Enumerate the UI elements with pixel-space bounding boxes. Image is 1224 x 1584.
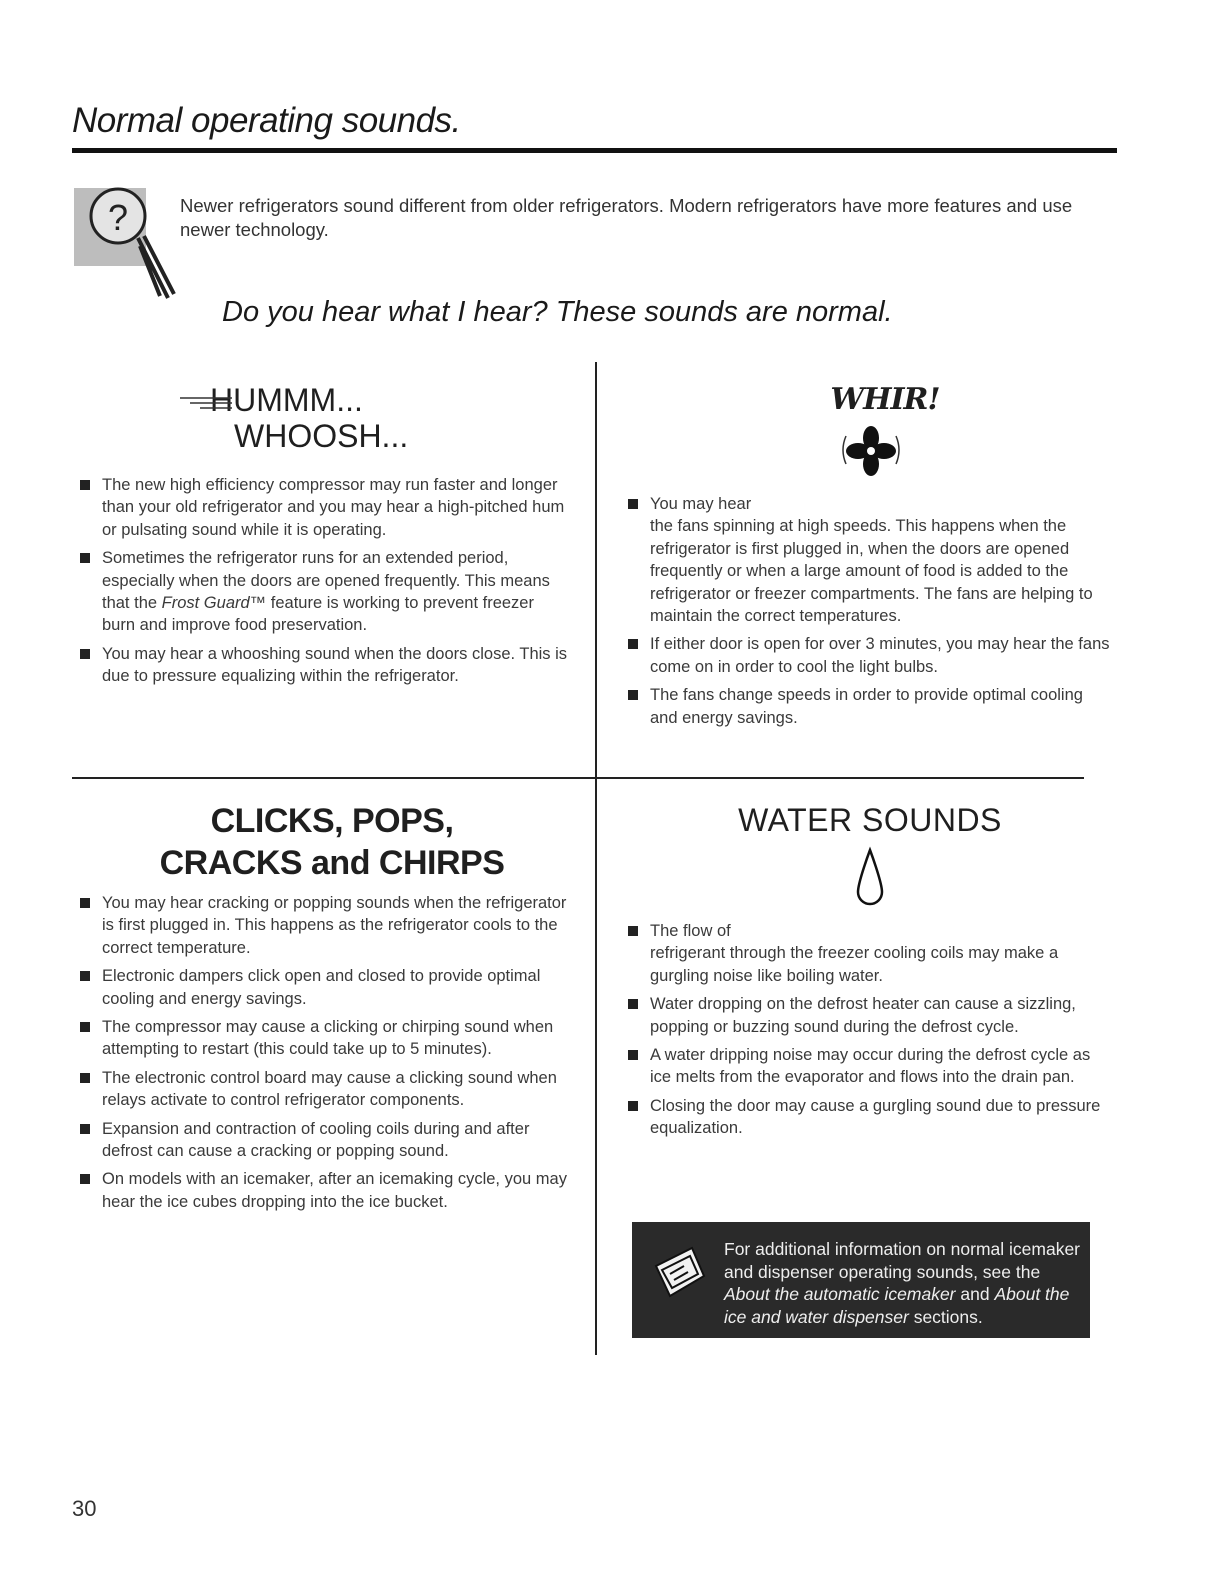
- page-title: Normal operating sounds.: [72, 100, 1117, 153]
- page-number: 30: [72, 1496, 97, 1521]
- whir-heading: WHIR!: [830, 382, 940, 417]
- svg-text:?: ?: [107, 197, 129, 238]
- water-sounds-heading: WATER SOUNDS: [738, 802, 1002, 838]
- hum-list: [70, 474, 570, 694]
- list-item: [70, 547, 570, 637]
- info-text-part: sections.: [908, 1306, 983, 1327]
- info-text-part: and: [955, 1284, 995, 1304]
- list-item: On models with an icemaker, after an icemaking cycle, you may hear the ice cubes dropping into the ice bucket.: [70, 1168, 570, 1213]
- info-text: [724, 1238, 1084, 1328]
- fan-icon: [838, 420, 904, 480]
- list-item: You may hear cracking or popping sounds when the refrigerator is first plugged in. This happens as the refrigerator cools to the correct temperature.: [70, 892, 570, 959]
- item-text: refrigerant through the freezer cooling coils may make a gurgling noise like boiling water.: [650, 944, 1059, 985]
- item-text: feature is working to prevent freezer burn and improve food preservation.: [102, 594, 534, 635]
- ice-bucket-icon: [642, 1236, 714, 1312]
- item-text: The flow of: [650, 922, 731, 940]
- dispenser-section-ref: About the ice and water dispenser: [724, 1284, 1070, 1327]
- intro-text: Newer refrigerators sound different from older refrigerators. Modern refrigerators have more features and use newer technology.: [180, 195, 1073, 240]
- hum-whoosh-heading: [170, 382, 430, 454]
- info-box: [632, 1222, 1090, 1338]
- column-divider: [595, 362, 597, 1355]
- list-item: The new high efficiency compressor may run faster and longer than your old refrigerator and you may hear a high-pitched hum or pulsating sound while it is operating.: [70, 474, 570, 541]
- list-item: The compressor may cause a clicking or chirping sound when attempting to restart (this could take up to 5 minutes).: [70, 1016, 570, 1061]
- list-item: You may hear a whooshing sound when the doors close. This is due to pressure equalizing within the refrigerator.: [70, 643, 570, 688]
- list-item: The electronic control board may cause a clicking sound when relays activate to control refrigerator components.: [70, 1067, 570, 1112]
- whir-list: [618, 493, 1113, 735]
- hum-heading-line1: HUMMM...: [210, 382, 363, 418]
- item-text: You may hear: [650, 495, 752, 513]
- water-drop-icon: [854, 846, 886, 910]
- list-item: [618, 920, 1113, 987]
- list-item: Electronic dampers click open and closed to provide optimal cooling and energy savings.: [70, 965, 570, 1010]
- clicks-list: [70, 892, 570, 1219]
- frost-guard-term: Frost Guard™: [161, 594, 267, 613]
- list-item: Expansion and contraction of cooling coils during and after defrost can cause a cracking or popping sound.: [70, 1118, 570, 1163]
- list-item: A water dripping noise may occur during the defrost cycle as ice melts from the evaporator and flows into the drain pan.: [618, 1044, 1113, 1089]
- clicks-heading-line2: CRACKS and CHIRPS: [159, 844, 505, 882]
- list-item: If either door is open for over 3 minutes, you may hear the fans come on in order to cool the light bulbs.: [618, 633, 1113, 678]
- subheading: Do you hear what I hear? These sounds are normal.: [222, 296, 893, 328]
- row-divider: [72, 777, 1084, 779]
- question-magnifier-icon: [74, 186, 184, 302]
- item-text: Sometimes the refrigerator runs for an extended period, especially when the doors are opened frequently. This means that the: [102, 549, 550, 613]
- list-item: Water dropping on the defrost heater can cause a sizzling, popping or buzzing sound during the defrost cycle.: [618, 993, 1113, 1038]
- list-item: The fans change speeds in order to provide optimal cooling and energy savings.: [618, 684, 1113, 729]
- clicks-heading: [72, 800, 592, 884]
- water-list: [618, 920, 1113, 1146]
- item-text: the fans spinning at high speeds. This happens when the refrigerator is first plugged in, when the doors are opened frequently or when a large amount of food is added to the refrigerator or freezer compartments. The fans are helping to maintain the correct temperatures.: [650, 517, 1093, 626]
- hum-heading-line2: WHOOSH...: [234, 418, 409, 454]
- speed-lines-icon: [180, 395, 232, 409]
- list-item: Closing the door may cause a gurgling sound due to pressure equalization.: [618, 1095, 1113, 1140]
- clicks-heading-line1: CLICKS, POPS,: [210, 802, 454, 840]
- info-text-part: For additional information on normal icemaker and dispenser operating sounds, see the: [724, 1239, 1080, 1282]
- list-item: [618, 493, 1113, 627]
- icemaker-section-ref: About the automatic icemaker: [724, 1284, 956, 1304]
